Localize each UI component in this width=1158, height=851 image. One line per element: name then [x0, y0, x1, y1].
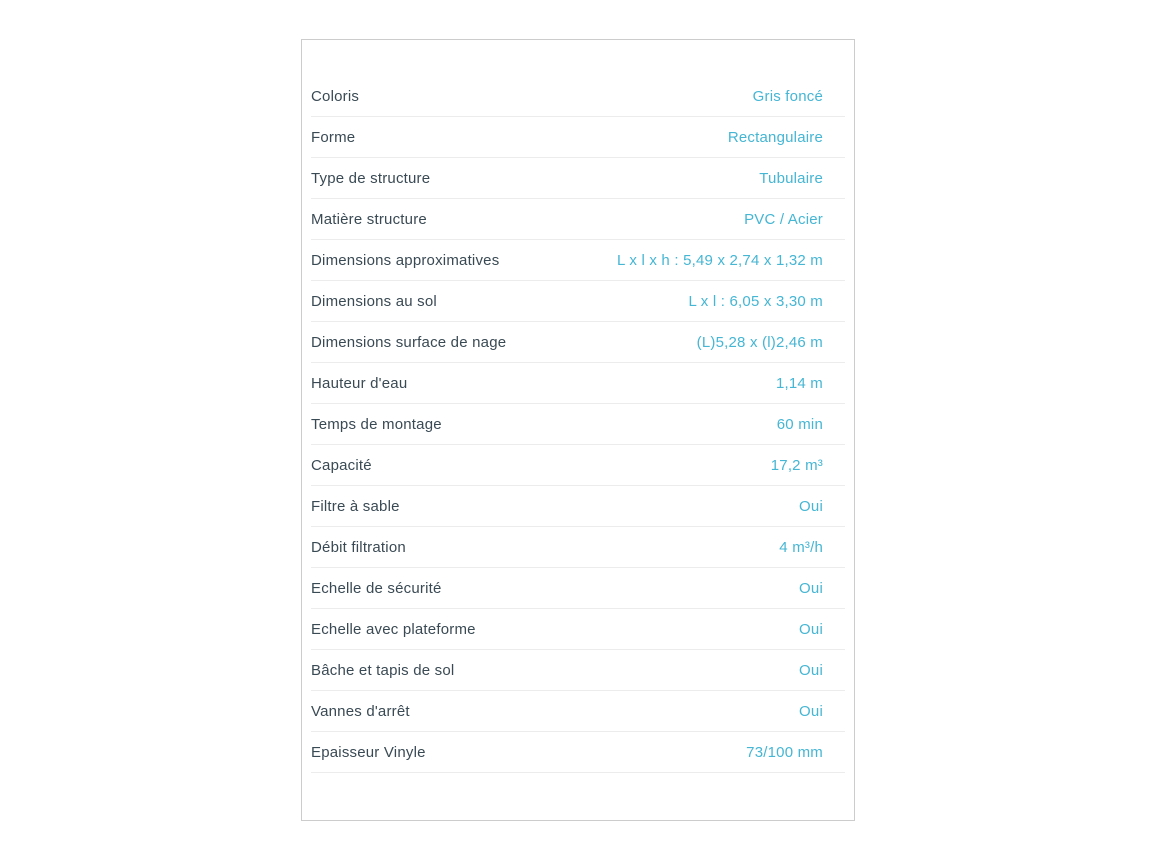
- spec-label: Dimensions approximatives: [311, 251, 500, 269]
- spec-value: 1,14 m: [775, 374, 823, 392]
- spec-value: Oui: [799, 579, 823, 597]
- spec-label: Echelle de sécurité: [311, 579, 442, 597]
- spec-label: Débit filtration: [311, 538, 406, 556]
- spec-label: Filtre à sable: [311, 497, 400, 515]
- spec-label: Capacité: [311, 456, 372, 474]
- spec-value: 17,2 m³: [770, 456, 823, 474]
- spec-value: (L)5,28 x (l)2,46 m: [696, 333, 823, 351]
- spec-value: Tubulaire: [759, 169, 823, 187]
- table-row: [311, 117, 845, 158]
- table-row: [311, 486, 845, 527]
- spec-value: Oui: [799, 702, 823, 720]
- table-row: [311, 281, 845, 322]
- spec-value: Oui: [799, 497, 823, 515]
- table-row: [311, 322, 845, 363]
- table-row: [311, 732, 845, 773]
- spec-table-card: [301, 39, 855, 821]
- spec-value: 60 min: [776, 415, 823, 433]
- spec-value: L x l : 6,05 x 3,30 m: [688, 292, 823, 310]
- spec-label: Dimensions au sol: [311, 292, 437, 310]
- spec-value: L x l x h : 5,49 x 2,74 x 1,32 m: [617, 251, 823, 269]
- spec-label: Forme: [311, 128, 356, 146]
- spec-value: 4 m³/h: [779, 538, 823, 556]
- table-row: [311, 363, 845, 404]
- spec-value: PVC / Acier: [744, 210, 823, 228]
- spec-label: Type de structure: [311, 169, 431, 187]
- spec-value: 73/100 mm: [746, 743, 823, 761]
- table-row: [311, 568, 845, 609]
- spec-value: Rectangulaire: [727, 128, 823, 146]
- table-row: [311, 445, 845, 486]
- spec-label: Echelle avec plateforme: [311, 620, 476, 638]
- table-row: [311, 76, 845, 117]
- spec-label: Vannes d'arrêt: [311, 702, 410, 720]
- table-row: [311, 691, 845, 732]
- spec-label: Matière structure: [311, 210, 427, 228]
- spec-label: Coloris: [311, 87, 360, 105]
- table-row: [311, 404, 845, 445]
- spec-label: Dimensions surface de nage: [311, 333, 507, 351]
- table-row: [311, 650, 845, 691]
- spec-label: Temps de montage: [311, 415, 442, 433]
- table-row: [311, 240, 845, 281]
- table-row: [311, 527, 845, 568]
- spec-label: Hauteur d'eau: [311, 374, 408, 392]
- spec-value: Oui: [799, 620, 823, 638]
- table-row: [311, 199, 845, 240]
- spec-value: Gris foncé: [752, 87, 823, 105]
- table-row: [311, 158, 845, 199]
- spec-label: Epaisseur Vinyle: [311, 743, 426, 761]
- table-row: [311, 609, 845, 650]
- spec-label: Bâche et tapis de sol: [311, 661, 455, 679]
- spec-value: Oui: [799, 661, 823, 679]
